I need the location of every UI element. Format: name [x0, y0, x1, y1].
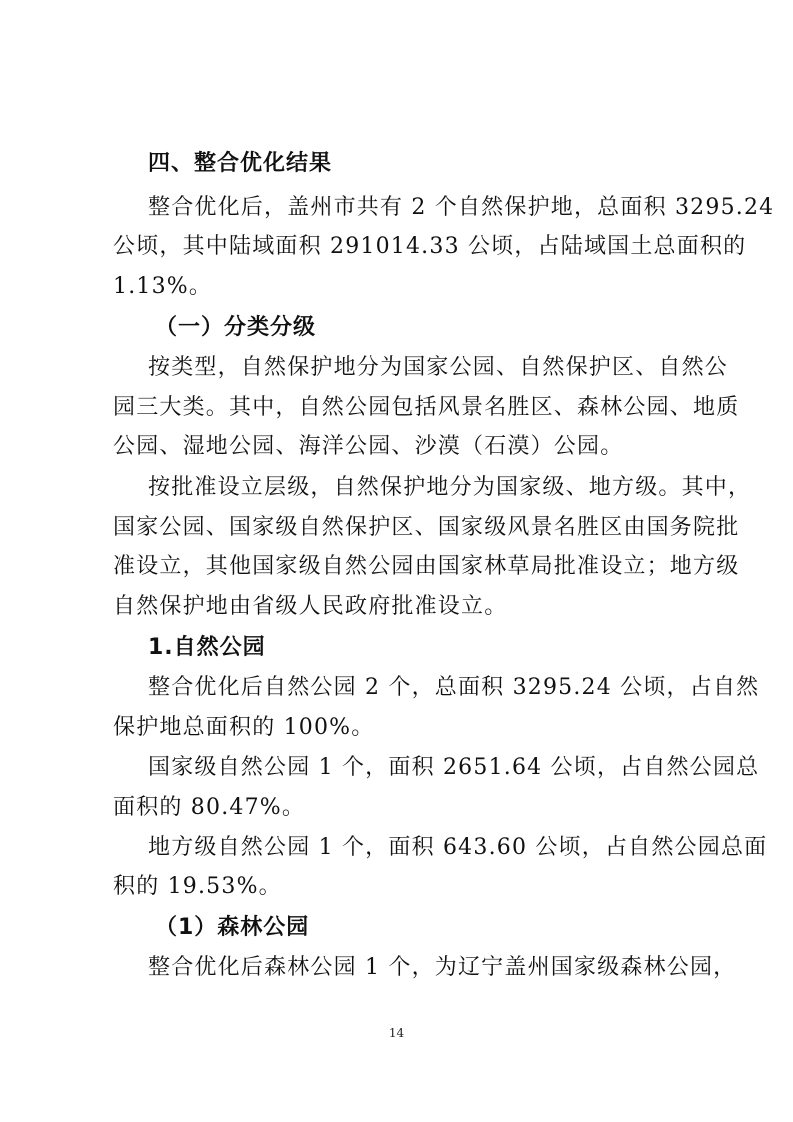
paragraph-line: 整合优化后自然公园 2 个，总面积 3295.24 公顷，占自然	[148, 675, 760, 700]
paragraph-line: 积的 19.53%。	[113, 874, 282, 899]
paragraph-line: 国家公园、国家级自然保护区、国家级风景名胜区由国务院批	[113, 515, 740, 540]
page-number: 14	[388, 1026, 405, 1040]
paragraph-line: 整合优化后，盖州市共有 2 个自然保护地，总面积 3295.24	[148, 195, 775, 220]
section-heading: 四、整合优化结果	[148, 151, 333, 176]
paragraph-line: 按批准设立层级，自然保护地分为国家级、地方级。其中，	[148, 475, 752, 500]
paragraph-line: 1.13%。	[113, 274, 213, 299]
paragraph-line: 国家级自然公园 1 个，面积 2651.64 公顷，占自然公园总	[148, 755, 760, 780]
paragraph-line: 公园、湿地公园、海洋公园、沙漠（石漠）公园。	[113, 434, 624, 459]
subitem-heading: （1）森林公园	[155, 915, 310, 940]
subsection-heading: （一）分类分级	[155, 315, 317, 340]
paragraph-line: 保护地总面积的 100%。	[113, 715, 375, 740]
paragraph-line: 准设立，其他国家级自然公园由国家林草局批准设立；地方级	[113, 554, 740, 579]
paragraph-line: 自然保护地由省级人民政府批准设立。	[113, 594, 508, 619]
paragraph-line: 整合优化后森林公园 1 个，为辽宁盖州国家级森林公园，	[148, 955, 737, 980]
paragraph-line: 园三大类。其中，自然公园包括风景名胜区、森林公园、地质	[113, 395, 740, 420]
paragraph-line: 地方级自然公园 1 个，面积 643.60 公顷，占自然公园总面	[148, 835, 768, 860]
paragraph-line: 公顷，其中陆域面积 291014.33 公顷，占陆域国土总面积的	[113, 234, 747, 259]
paragraph-line: 面积的 80.47%。	[113, 795, 306, 820]
item-heading: 1.自然公园	[148, 635, 266, 660]
paragraph-line: 按类型，自然保护地分为国家公园、自然保护区、自然公	[148, 355, 729, 380]
